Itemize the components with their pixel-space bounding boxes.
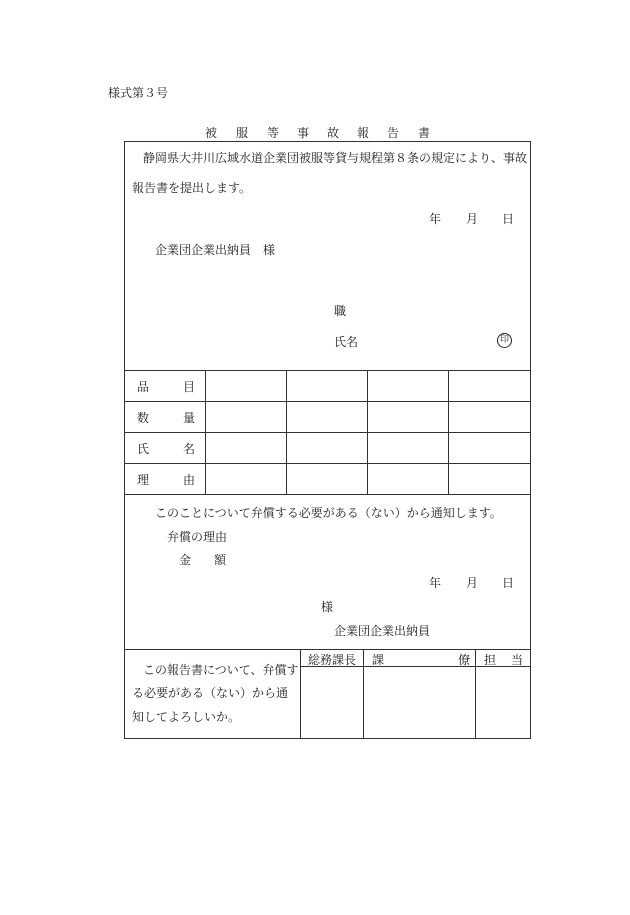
report-date-month: 月 <box>466 212 479 226</box>
row-label-name-a: 氏 <box>137 442 150 456</box>
report-body-line-1: 静岡県大井川広域水道企業団被服等貸与規程第８条の規定により、事故 <box>143 151 528 165</box>
approval-question-line-1: この報告書について、弁償す <box>143 663 299 677</box>
row-label-reason-b: 由 <box>183 473 196 487</box>
row-label-reason-a: 理 <box>137 473 150 487</box>
title-char: 故 <box>327 126 340 140</box>
row-label-name-b: 名 <box>183 442 196 456</box>
header-charge-a: 担 <box>484 653 497 667</box>
report-body-line-2: 報告書を提出します。 <box>132 181 252 195</box>
reason-label: 弁償の理由 <box>167 530 228 544</box>
seal-mark: 印 <box>497 333 512 348</box>
notice-date-day: 日 <box>502 576 515 590</box>
title-char: 書 <box>418 126 431 140</box>
row-label-item-a: 品 <box>137 380 150 394</box>
header-charge-b: 当 <box>511 653 524 667</box>
header-section-a: 課 <box>372 653 385 667</box>
name-label: 氏名 <box>334 335 359 349</box>
notice-date-month: 月 <box>466 576 479 590</box>
amount-label-b: 額 <box>214 553 227 567</box>
row-label-quantity-a: 数 <box>137 411 150 425</box>
title-char: 報 <box>357 126 370 140</box>
row-label-item-b: 目 <box>183 380 196 394</box>
notice-date-year: 年 <box>429 576 442 590</box>
title-char: 被 <box>205 126 218 140</box>
form-title <box>0 124 630 140</box>
row-label-quantity-b: 量 <box>183 411 196 425</box>
report-date-day: 日 <box>502 212 515 226</box>
title-char: 事 <box>297 126 310 140</box>
header-chief: 総務課長 <box>308 653 357 667</box>
approval-question-line-2: る必要がある（ない）から通 <box>132 686 289 700</box>
amount-label-a: 金 <box>179 553 192 567</box>
title-char: 告 <box>387 126 400 140</box>
form-number: 様式第３号 <box>108 86 169 100</box>
approval-question-line-3: 知してよろしいか。 <box>132 710 241 724</box>
header-section-b: 僚 <box>458 653 471 667</box>
notice-sama: 様 <box>321 600 334 614</box>
report-date-year: 年 <box>429 212 442 226</box>
notice-issuer: 企業団企業出納員 <box>334 624 431 638</box>
notice-text: このことについて弁償する必要がある（ない）から通知します。 <box>155 506 502 520</box>
title-char: 服 <box>236 126 249 140</box>
addressee: 企業団企業出納員 様 <box>155 243 276 257</box>
title-char: 等 <box>267 126 280 140</box>
position-label: 職 <box>334 304 347 318</box>
